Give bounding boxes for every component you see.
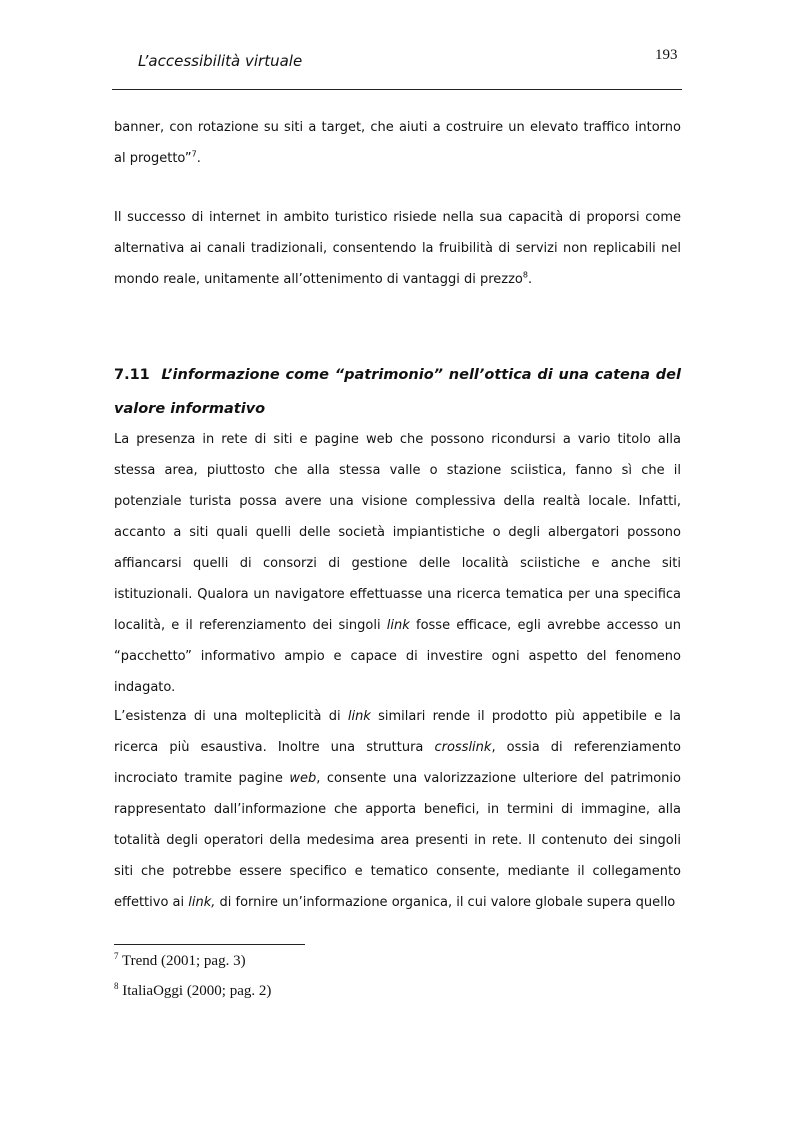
running-header-title: L’accessibilità virtuale xyxy=(138,52,303,70)
footnote-divider xyxy=(114,944,305,945)
paragraph-continuation: banner, con rotazione su siti a target, che aiuti a costruire un elevato traffico intorno al progetto”$^7$. xyxy=(114,120,681,166)
footnote-8: $^8$ ItaliaOggi (2000; pag. 2) xyxy=(114,981,272,999)
paragraph-web-presence: La presenza in rete di siti e pagine web che possono ricondursi a vario titolo alla stessa area, piuttosto che alla stessa valle o stazione sciistica, fanno sì che il potenziale turista possa avere una visione complessiva della realtà locale. Infatti, accanto a siti quali quelli delle società impiantistiche o degli albergatori possono affiancarsi quelli di consorzi di gestione delle località sciistiche e anche siti istituzionali. Qualora un navigatore effettuasse una ricerca tematica per una specifica località, e il referenziamento dei singoli link fosse efficace, egli avrebbe accesso un “pacchetto” informativo ampio e capace di investire ogni aspetto del fenomeno indagato. xyxy=(114,432,681,695)
footnote-7: $^7$ Trend (2001; pag. 3) xyxy=(114,951,246,969)
paragraph-link-multiplicity: L’esistenza di una molteplicità di link similari rende il prodotto più appetibile e la ricerca più esaustiva. Inoltre una struttura crosslink, ossia di referenziamento incrociato tramite pagine web, consente una valorizzazione ulteriore del patrimonio rappresentato dall’informazione che apporta benefici, in termini di immagine, alla totalità degli operatori della medesima area presenti in rete. Il contenuto dei singoli siti che potrebbe essere specifico e tematico consente, mediante il collegamento effettivo ai link, di fornire un’informazione organica, il cui valore globale supera quello xyxy=(114,709,681,910)
footnote-ref-8[interactable]: 8 xyxy=(522,270,528,280)
section-heading xyxy=(114,358,681,426)
header-divider xyxy=(112,89,682,90)
section-number: 7.11 xyxy=(114,367,150,383)
paragraph-internet-success: Il successo di internet in ambito turistico risiede nella sua capacità di proporsi come alternativa ai canali tradizionali, consentendo la fruibilità di servizi non replicabili nel mondo reale, unitamente all’ottenimento di vantaggi di prezzo$^8$. xyxy=(114,210,681,287)
page-number: 193 xyxy=(655,47,678,63)
footnote-ref-7[interactable]: 7 xyxy=(191,149,197,159)
section-title: L’informazione come “patrimonio” nell’ottica di una catena del valore informativo xyxy=(114,367,681,417)
